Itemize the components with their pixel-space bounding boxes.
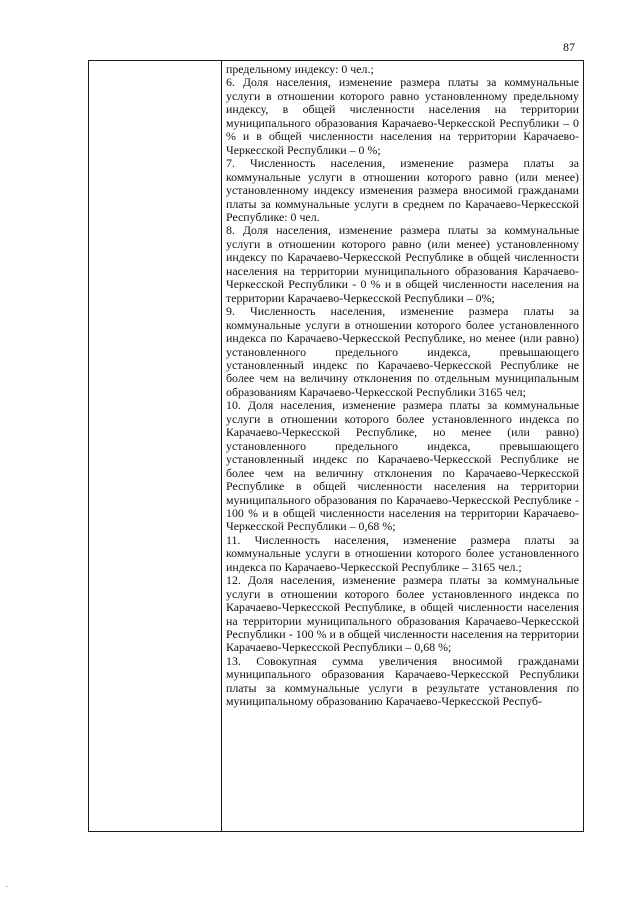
page-number: 87: [563, 40, 575, 54]
table-left-cell: [89, 61, 222, 831]
document-table: [88, 60, 584, 832]
paragraph-item-6: 6. Доля населения, изменение размера платы за коммунальные услуги в отношении которого равно установленному предельному индексу, в общей численности населения на территории муниципального образования Карачаево-Черкесской Республики – 0 % и в общей численности населения на территории Карачаево-Черкесской Республики – 0 %;: [226, 75, 579, 157]
paragraph-item-11: 11. Численность населения, изменение размера платы за коммунальные услуги в отношении которого более установленного индекса по Карачаево-Черкесской Республике – 3165 чел.;: [226, 532, 579, 574]
paragraph-item-7: 7. Численность населения, изменение размера платы за коммунальные услуги в отношении которого равно (или менее) установленному индексу изменения размера вносимой гражданами платы за коммунальные услуги в среднем по Карачаево-Черкесской Республике: 0 чел.: [226, 156, 579, 224]
table-right-cell: [222, 61, 583, 831]
paragraph-continuation: предельному индексу: 0 чел.;: [226, 62, 374, 76]
paragraph-item-13: 13. Совокупная сумма увеличения вносимой гражданами муниципального образования Карачаево-Черкесской Республики платы за коммунальные услуги в результате установления по муниципальному образованию Карачаево-Черкесской Респуб-: [226, 653, 579, 709]
paragraph-item-12: 12. Доля населения, изменение размера платы за коммунальные услуги в отношении которого более установленного индекса по Карачаево-Черкесской Республике, в общей численности населения на территории муниципального образования Карачаево-Черкесской Республики - 100 % и в общей численности населения на территории Карачаево-Черкесской Республики – 0,68 %;: [226, 573, 579, 655]
scan-mark: .: [6, 880, 8, 889]
paragraph-item-8: 8. Доля населения, изменение размера платы за коммунальные услуги в отношении которого равно (или менее) установленному индексу по Карачаево-Черкесской Республике в общей численности населения на территории муниципального образования Карачаево-Черкесской Республики - 0 % и в общей численности населения на территории Карачаево-Черкесской Республики – 0%;: [226, 223, 579, 305]
paragraph-item-9: 9. Численность населения, изменение размера платы за коммунальные услуги в отношении которого более установленного индекса по Карачаево-Черкесской Республике, но менее (или равно) установленного предельного индекса, превышающего установленный индекс по Карачаево-Черкесской Республике не более чем на величину отклонения по отдельным муниципальным образованиям Карачаево-Черкесской Республики 3165 чел;: [226, 304, 579, 399]
paragraph-item-10: 10. Доля населения, изменение размера платы за коммунальные услуги в отношении которого более установленного индекса по Карачаево-Черкесской Республике, но менее (или равно) установленного предельного индекса, превышающего установленный индекс по Карачаево-Черкесской Республике не более чем на величину отклонения по Карачаево-Черкесской Республике в общей численности населения на территории муниципального образования по Карачаево-Черкесской Республике - 100 % и в общей численности населения на территории Карачаево-Черкесской Республики – 0,68 %;: [226, 398, 579, 534]
